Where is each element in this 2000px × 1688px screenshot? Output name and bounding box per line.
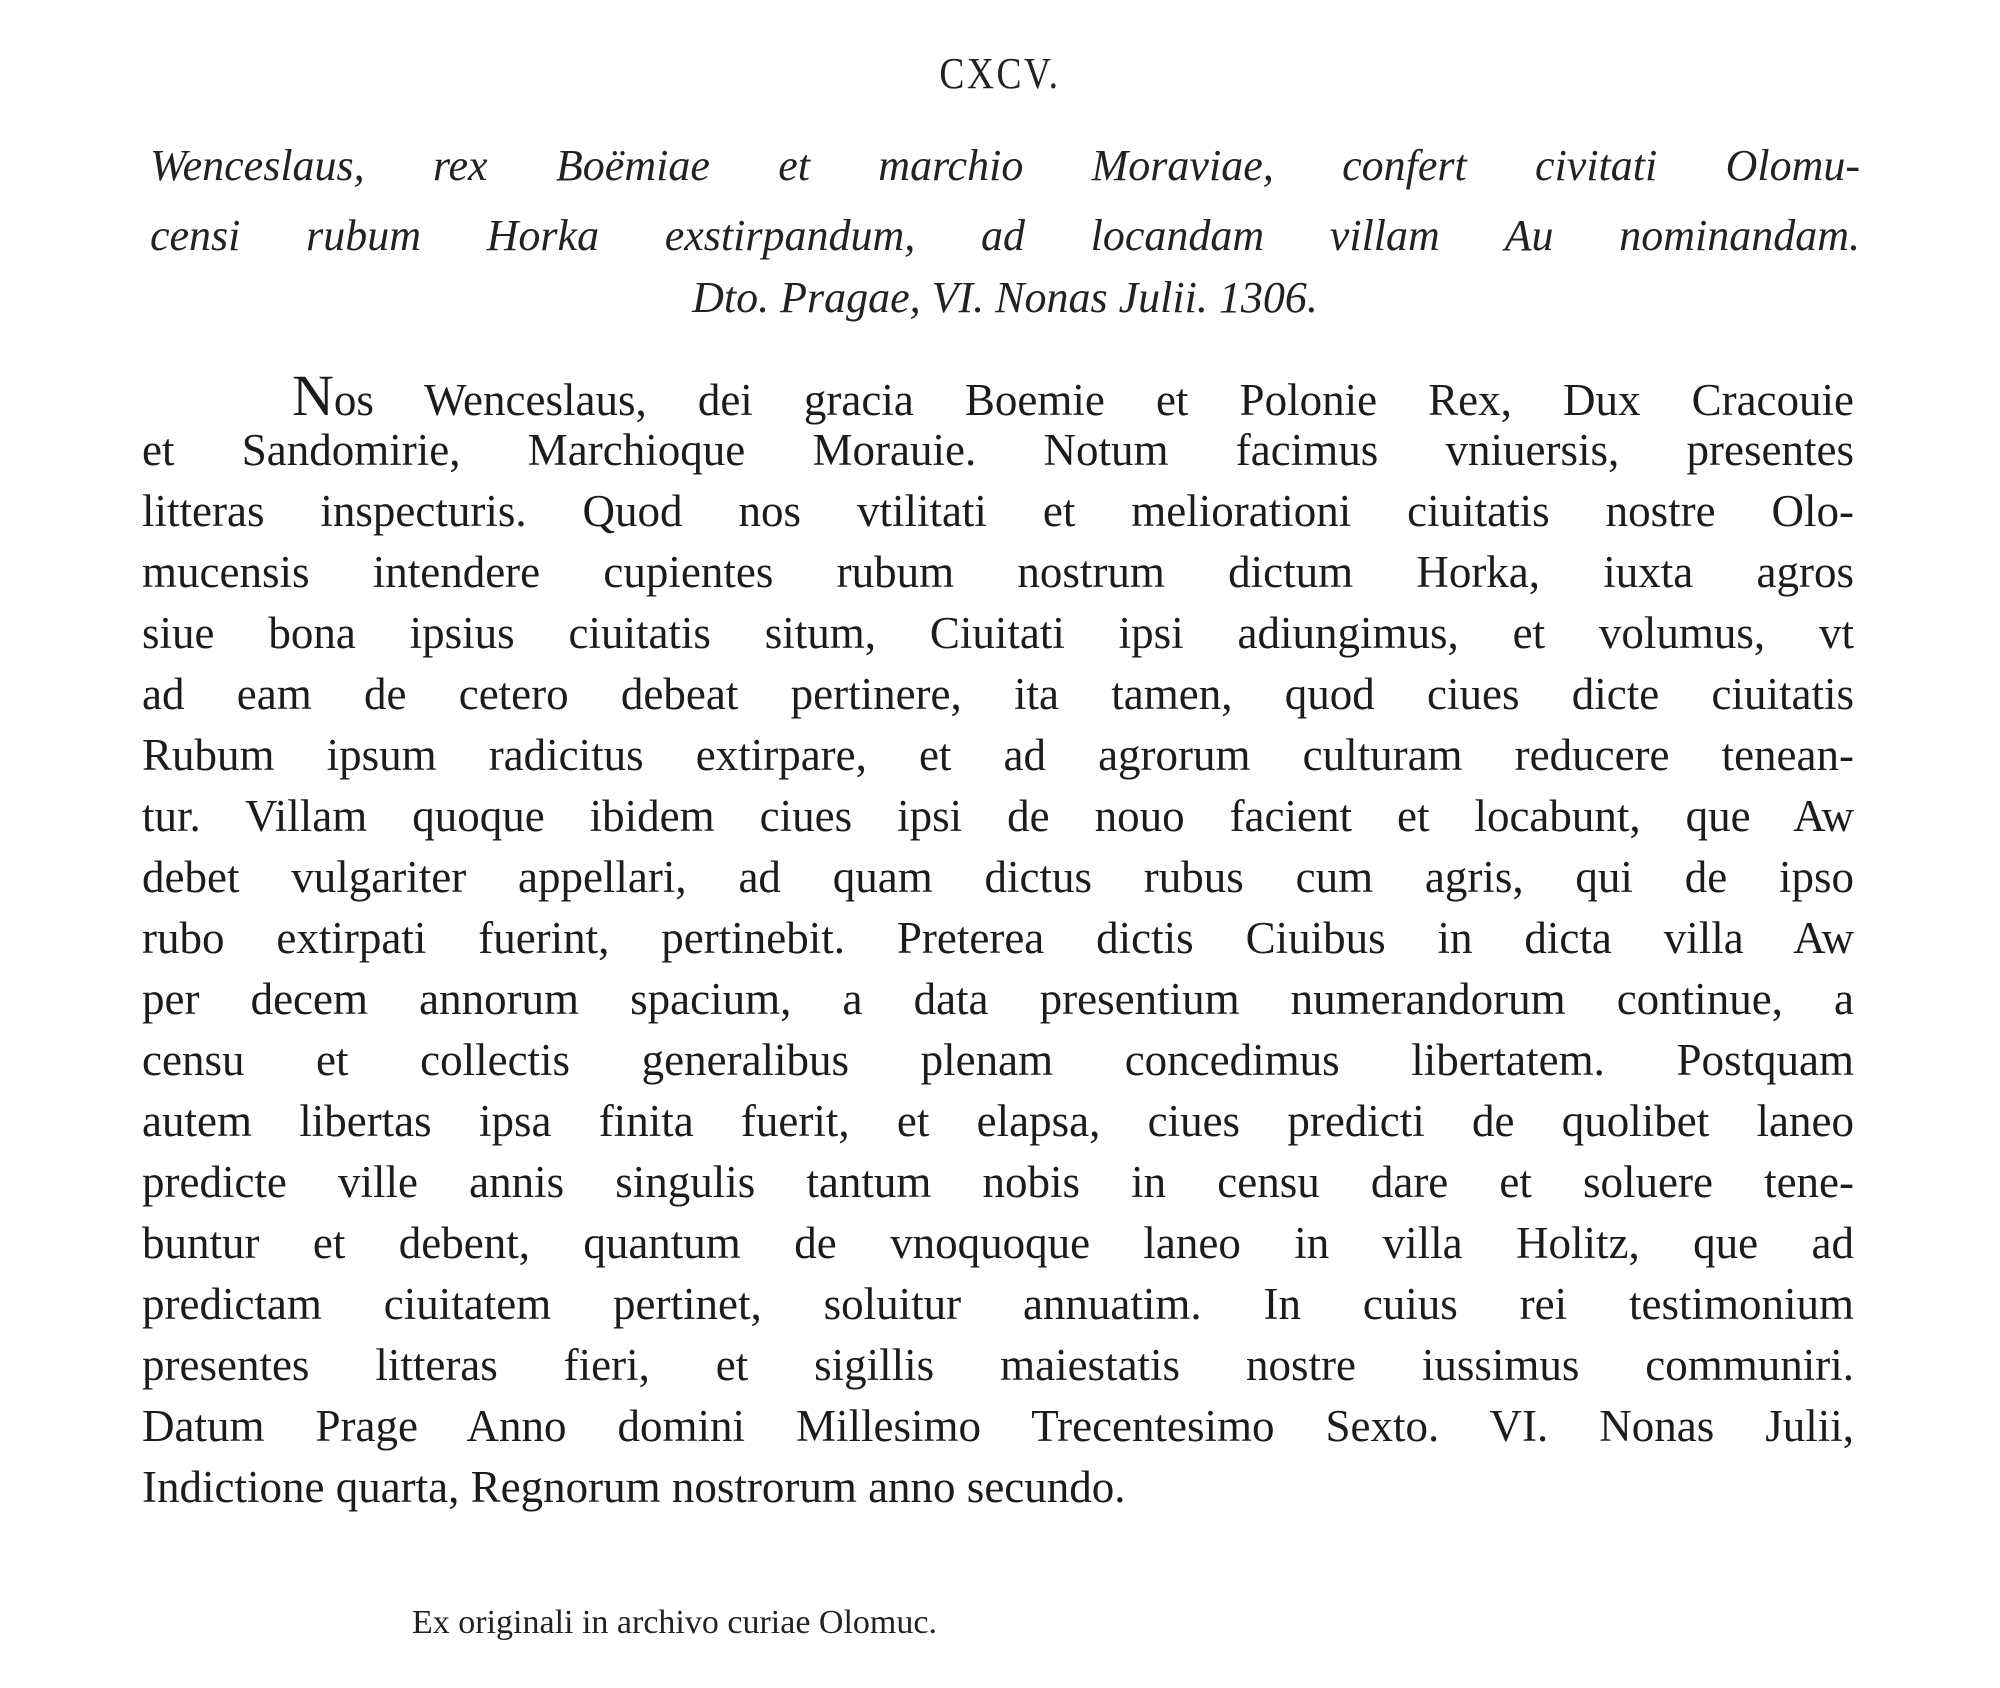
body-line: et Sandomirie, Marchioque Morauie. Notum facimus vniuersis, presentes	[142, 425, 1854, 475]
rubric-line: Dto. Pragae, VI. Nonas Julii. 1306.	[692, 273, 1318, 322]
body-line: Datum Prage Anno domini Millesimo Trecentesimo Sexto. VI. Nonas Julii,	[142, 1401, 1854, 1451]
body-line: siue bona ipsius ciuitatis situm, Ciuitati ipsi adiungimus, et volumus, vt	[142, 608, 1854, 658]
body-line-text: os Wenceslaus, dei gracia Boemie et Polonie Rex, Dux Cracouie	[333, 375, 1854, 425]
body-line: ad eam de cetero debeat pertinere, ita tamen, quod ciues dicte ciuitatis	[142, 669, 1854, 719]
body-line: tur. Villam quoque ibidem ciues ipsi de nouo facient et locabunt, que Aw	[142, 791, 1854, 841]
body-line: per decem annorum spacium, a data presentium numerandorum continue, a	[142, 974, 1854, 1024]
body-line: Rubum ipsum radicitus extirpare, et ad agrorum culturam reducere tenean-	[142, 730, 1854, 780]
body-line: rubo extirpati fuerint, pertinebit. Preterea dictis Ciuibus in dicta villa Aw	[142, 913, 1854, 963]
body-line: predictam ciuitatem pertinet, soluitur annuatim. In cuius rei testimonium	[142, 1279, 1854, 1329]
body-line: Indictione quarta, Regnorum nostrorum anno secundo.	[142, 1462, 1126, 1512]
drop-cap: N	[292, 363, 334, 428]
body-line: buntur et debent, quantum de vnoquoque laneo in villa Holitz, que ad	[142, 1218, 1854, 1268]
body-line: censu et collectis generalibus plenam concedimus libertatem. Postquam	[142, 1035, 1854, 1085]
body-line: mucensis intendere cupientes rubum nostrum dictum Horka, iuxta agros	[142, 547, 1854, 597]
body-line: debet vulgariter appellari, ad quam dictus rubus cum agris, qui de ipso	[142, 852, 1854, 902]
source-note: Ex originali in archivo curiae Olomuc.	[412, 1604, 937, 1641]
rubric-line: censi rubum Horka exstirpandum, ad locandam villam Au nominandam.	[150, 211, 1860, 260]
charter-number: CXCV.	[939, 49, 1061, 98]
body-line: litteras inspecturis. Quod nos vtilitati et meliorationi ciuitatis nostre Olo-	[142, 486, 1854, 536]
rubric-line: Wenceslaus, rex Boëmiae et marchio Moraviae, confert civitati Olomu-	[150, 141, 1860, 190]
body-line: predicte ville annis singulis tantum nobis in censu dare et soluere tene-	[142, 1157, 1854, 1207]
body-line: presentes litteras fieri, et sigillis maiestatis nostre iussimus communiri.	[142, 1340, 1854, 1390]
body-line: autem libertas ipsa finita fuerit, et elapsa, ciues predicti de quolibet laneo	[142, 1096, 1854, 1146]
body-line	[292, 362, 1854, 429]
